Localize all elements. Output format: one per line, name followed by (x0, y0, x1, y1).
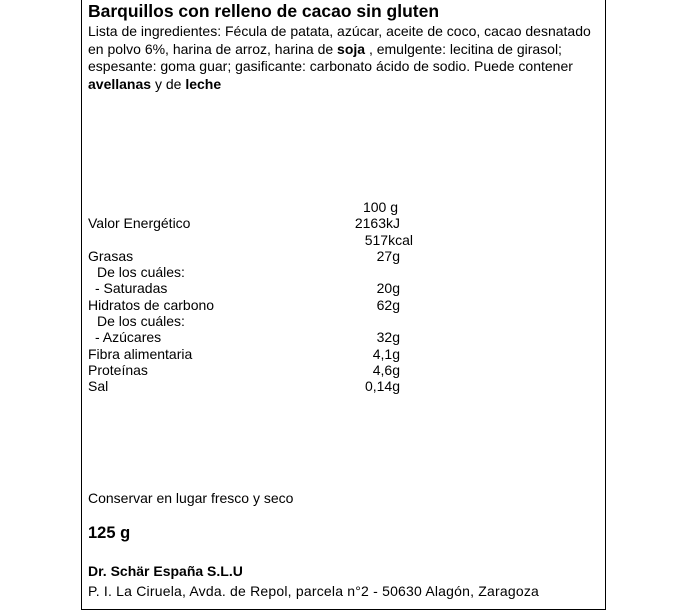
ingredients-list (88, 23, 603, 93)
storage-instructions: Conservar en lugar fresco y seco (88, 490, 294, 506)
allergen-soja: soja (337, 40, 366, 57)
nutrition-row (88, 313, 428, 329)
product-title: Barquillos con relleno de cacao sin gluten (88, 1, 440, 21)
nutrition-row (88, 248, 428, 264)
company-address: P. I. La Ciruela, Avda. de Repol, parcela n°2 - 50630 Alagón, Zaragoza (88, 583, 540, 599)
nutrient-label: - Saturadas (95, 280, 168, 297)
nutrition-row (88, 346, 428, 362)
nutrient-value: 32g (376, 329, 400, 346)
nutrient-label: Sal (88, 378, 109, 395)
nutrient-value: 517kcal (364, 231, 413, 248)
ingredients-text: Lista de ingredientes: Fécula de patata, azúcar, aceite de coco, cacao desnatado en polvo 6%, harina de arroz, harina de (88, 23, 591, 57)
nutrient-label: Fibra alimentaria (88, 345, 193, 362)
nutrition-row (88, 215, 428, 231)
nutrient-label: Grasas (88, 247, 134, 264)
ingredients-text: , emulgente: lecitina de girasol; espesante: goma guar; gasificante: carbonato ácido de sodio. Puede contener (88, 40, 573, 74)
nutrient-label: - Azúcares (95, 329, 162, 346)
nutrition-row (88, 378, 428, 394)
nutrient-value: 4,1g (372, 345, 400, 362)
nutrient-value: 2163kJ (354, 215, 400, 232)
nutrition-row (88, 280, 428, 296)
company-name: Dr. Schär España S.L.U (88, 563, 243, 579)
nutrient-value: 20g (376, 280, 400, 297)
nutrient-value: 0,14g (364, 378, 400, 395)
nutrient-label: Hidratos de carbono (88, 296, 215, 313)
nutrient-value: 62g (376, 296, 400, 313)
nutrient-label: De los cuáles: (97, 313, 185, 330)
nutrition-header: 100 g (362, 199, 398, 215)
nutrition-row (88, 362, 428, 378)
nutrient-value: 27g (376, 247, 400, 264)
nutrition-header-row (88, 199, 428, 215)
nutrition-row (88, 264, 428, 280)
allergen-avellanas: avellanas (88, 75, 152, 92)
allergen-leche: leche (185, 75, 222, 92)
nutrition-table (88, 199, 428, 395)
nutrition-row (88, 297, 428, 313)
net-weight: 125 g (88, 524, 131, 542)
nutrition-row (88, 329, 428, 345)
nutrient-label: Proteínas (88, 361, 148, 378)
nutrient-label: Valor Energético (88, 215, 191, 232)
nutrient-label: De los cuáles: (97, 264, 185, 281)
nutrition-row (88, 232, 428, 248)
ingredients-text: y de (151, 75, 186, 92)
nutrient-value: 4,6g (372, 361, 400, 378)
